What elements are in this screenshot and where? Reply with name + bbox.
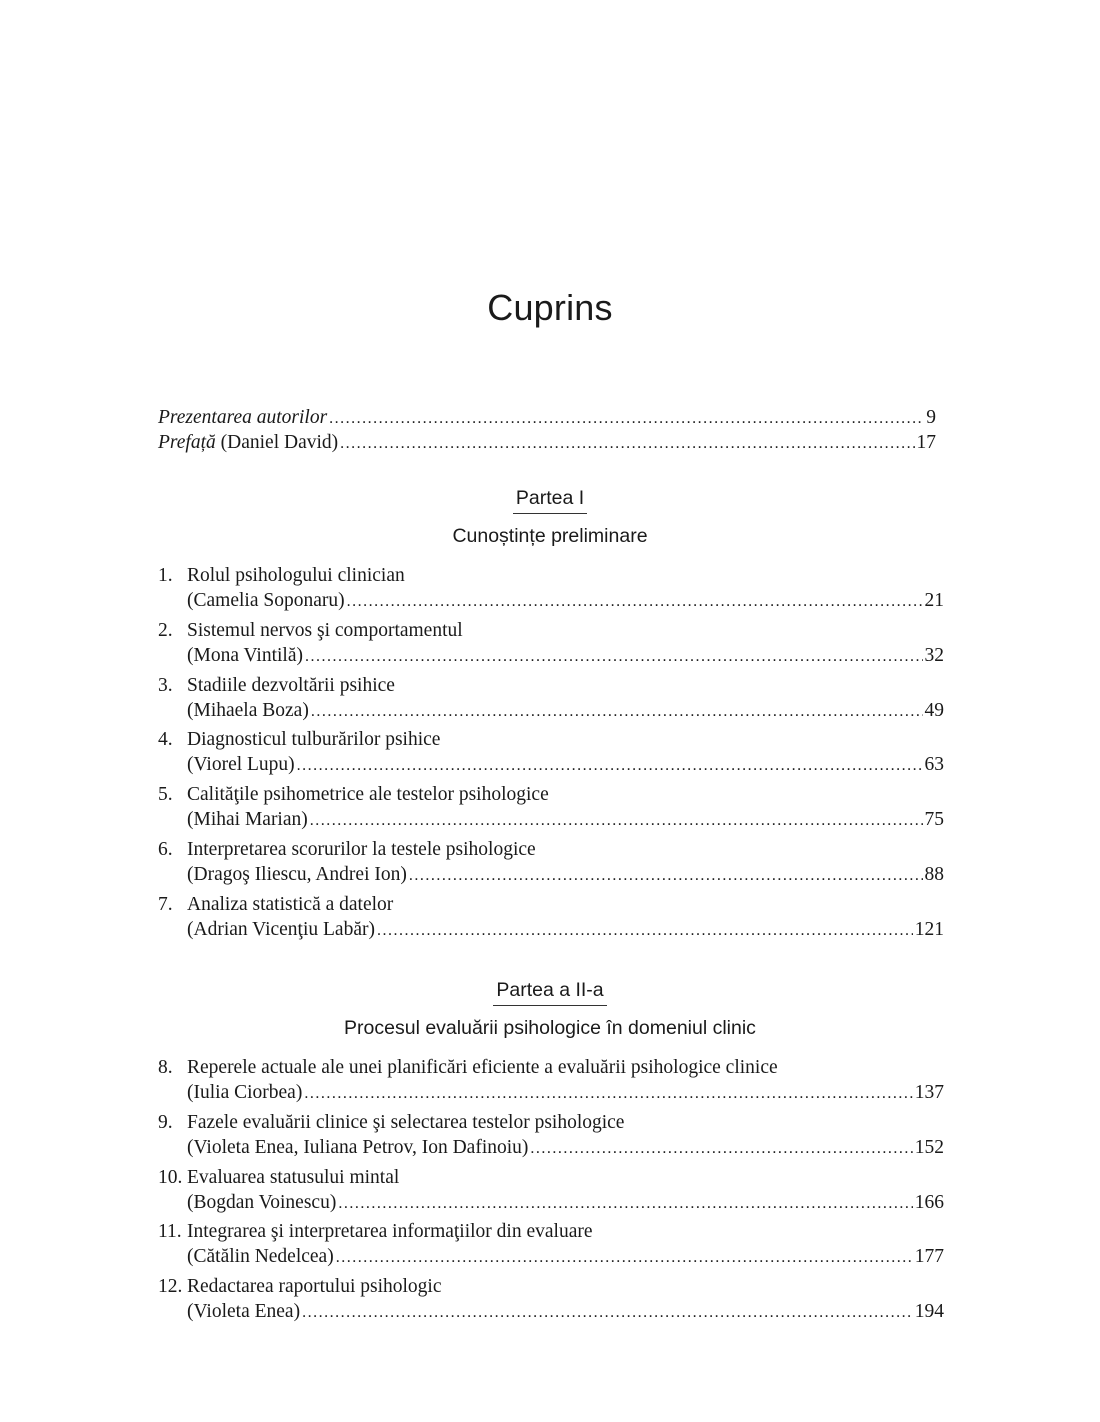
entry-author-line — [187, 1299, 944, 1324]
dot-leader — [304, 1081, 912, 1106]
entry-author-line — [187, 752, 944, 777]
toc-entry — [158, 673, 944, 728]
dot-leader — [336, 1245, 913, 1270]
part-label: Partea I — [513, 486, 587, 514]
toc-entry — [158, 892, 944, 947]
dot-leader — [311, 699, 923, 724]
front-matter — [158, 405, 936, 455]
chapter-number: 12. — [158, 1276, 183, 1298]
part-2-heading — [0, 978, 1100, 1040]
part-subtitle: Procesul evaluării psihologice în domeniul clinic — [344, 1017, 756, 1039]
page-number: 63 — [924, 754, 944, 776]
entry-title-line — [158, 1165, 944, 1190]
chapter-author: (Mihaela Boza) — [187, 699, 309, 721]
chapter-title: Interpretarea scorurilor la testele psihologice — [187, 838, 536, 860]
dot-leader — [305, 644, 923, 669]
page-number: 75 — [924, 809, 944, 831]
chapter-title: Calităţile psihometrice ale testelor psihologice — [187, 784, 549, 806]
entry-author-line — [187, 698, 944, 723]
page-number: 177 — [914, 1246, 944, 1268]
part-2-chapters — [158, 1055, 944, 1329]
entry-author-line — [187, 917, 944, 942]
chapter-number: 5. — [158, 784, 173, 806]
chapter-title: Fazele evaluării clinice şi selectarea testelor psihologice — [187, 1111, 625, 1133]
dot-leader — [530, 1136, 912, 1161]
dot-leader — [310, 808, 923, 833]
chapter-number: 4. — [158, 729, 173, 751]
chapter-author: (Mihai Marian) — [187, 809, 308, 831]
part-subtitle: Cunoștințe preliminare — [452, 525, 648, 547]
chapter-author: (Mona Vintilă) — [187, 644, 303, 666]
chapter-title: Sistemul nervos şi comportamentul — [187, 619, 463, 641]
entry-title-line — [158, 1274, 944, 1299]
entry-title-line — [158, 563, 944, 588]
entry-title-line — [158, 1219, 944, 1244]
chapter-number: 3. — [158, 674, 173, 696]
chapter-author: (Violeta Enea, Iuliana Petrov, Ion Dafinoiu) — [187, 1136, 529, 1158]
toc-entry — [158, 1165, 944, 1220]
chapter-title: Reperele actuale ale unei planificări eficiente a evaluării psihologice clinice — [187, 1057, 778, 1078]
chapter-number: 2. — [158, 619, 173, 641]
entry-title-line — [158, 892, 944, 917]
chapter-author: (Bogdan Voinescu) — [187, 1191, 337, 1213]
toc-entry — [158, 782, 944, 837]
dot-leader — [340, 431, 914, 456]
chapter-title: Analiza statistică a datelor — [187, 893, 394, 915]
entry-title-line — [158, 782, 944, 807]
chapter-number: 10. — [158, 1166, 183, 1188]
chapter-number: 1. — [158, 565, 173, 586]
page-number: 152 — [914, 1136, 944, 1158]
entry-title-line — [158, 618, 944, 643]
part-1-heading — [0, 486, 1100, 548]
page-number: 194 — [914, 1301, 944, 1323]
entry-author-line — [187, 862, 944, 887]
dot-leader — [409, 863, 923, 888]
chapter-number: 6. — [158, 838, 173, 860]
entry-label: Prefață (Daniel David) — [158, 432, 339, 453]
entry-title-line — [158, 727, 944, 752]
chapter-title: Stadiile dezvoltării psihice — [187, 674, 395, 696]
chapter-title: Rolul psihologului clinician — [187, 565, 405, 586]
entry-author-line — [187, 1080, 944, 1105]
part-1-chapters — [158, 563, 944, 947]
page-number: 32 — [924, 644, 944, 666]
dot-leader — [347, 589, 923, 614]
chapter-author: (Camelia Soponaru) — [187, 590, 345, 611]
toc-entry — [158, 1219, 944, 1274]
dot-leader — [338, 1191, 912, 1216]
chapter-title: Diagnosticul tulburărilor psihice — [187, 729, 441, 751]
entry-author-line — [187, 1135, 944, 1160]
entry-author-line — [187, 1244, 944, 1269]
dot-leader — [302, 1300, 913, 1325]
page-title: Cuprins — [487, 287, 613, 328]
dot-leader — [297, 753, 923, 778]
entry-title-line — [158, 1110, 944, 1135]
entry-title-line — [158, 837, 944, 862]
entry-author-line — [187, 1190, 944, 1215]
entry-title-line — [158, 673, 944, 698]
toc-entry — [158, 563, 944, 618]
chapter-title: Integrarea şi interpretarea informaţiilor din evaluare — [187, 1221, 593, 1243]
toc-entry — [158, 618, 944, 673]
chapter-author: (Dragoş Iliescu, Andrei Ion) — [187, 863, 407, 885]
entry-author-line — [187, 588, 944, 613]
chapter-author: (Viorel Lupu) — [187, 754, 295, 776]
chapter-number: 9. — [158, 1111, 173, 1133]
page-number: 49 — [924, 699, 944, 721]
dot-leader — [377, 918, 913, 943]
toc-entry — [158, 837, 944, 892]
chapter-author: (Adrian Vicenţiu Labăr) — [187, 918, 375, 940]
chapter-number: 8. — [158, 1057, 173, 1078]
page-number: 21 — [924, 590, 944, 611]
dot-leader — [329, 406, 924, 431]
page-number: 17 — [916, 432, 936, 453]
page-number: 166 — [914, 1191, 944, 1213]
chapter-title: Redactarea raportului psihologic — [187, 1276, 442, 1298]
page-number: 9 — [926, 407, 936, 428]
entry-author-line — [187, 643, 944, 668]
page-number: 137 — [914, 1082, 944, 1103]
toc-entry — [158, 727, 944, 782]
chapter-author: (Cătălin Nedelcea) — [187, 1246, 334, 1268]
chapter-number: 7. — [158, 893, 173, 915]
page-number: 121 — [914, 918, 944, 940]
entry-author-line — [187, 807, 944, 832]
toc-entry — [158, 1274, 944, 1329]
entry-label: Prezentarea autorilor — [158, 407, 328, 428]
page-number: 88 — [924, 863, 944, 885]
chapter-title: Evaluarea statusului mintal — [187, 1166, 400, 1188]
entry-title-line — [158, 1055, 944, 1080]
chapter-author: (Iulia Ciorbea) — [187, 1082, 303, 1103]
toc-entry — [158, 1055, 944, 1110]
part-label: Partea a II-a — [493, 978, 606, 1006]
toc-entry-authors — [158, 405, 936, 430]
chapter-author: (Violeta Enea) — [187, 1301, 301, 1323]
chapter-number: 11. — [158, 1221, 182, 1243]
toc-entry-preface — [158, 430, 936, 455]
toc-entry — [158, 1110, 944, 1165]
